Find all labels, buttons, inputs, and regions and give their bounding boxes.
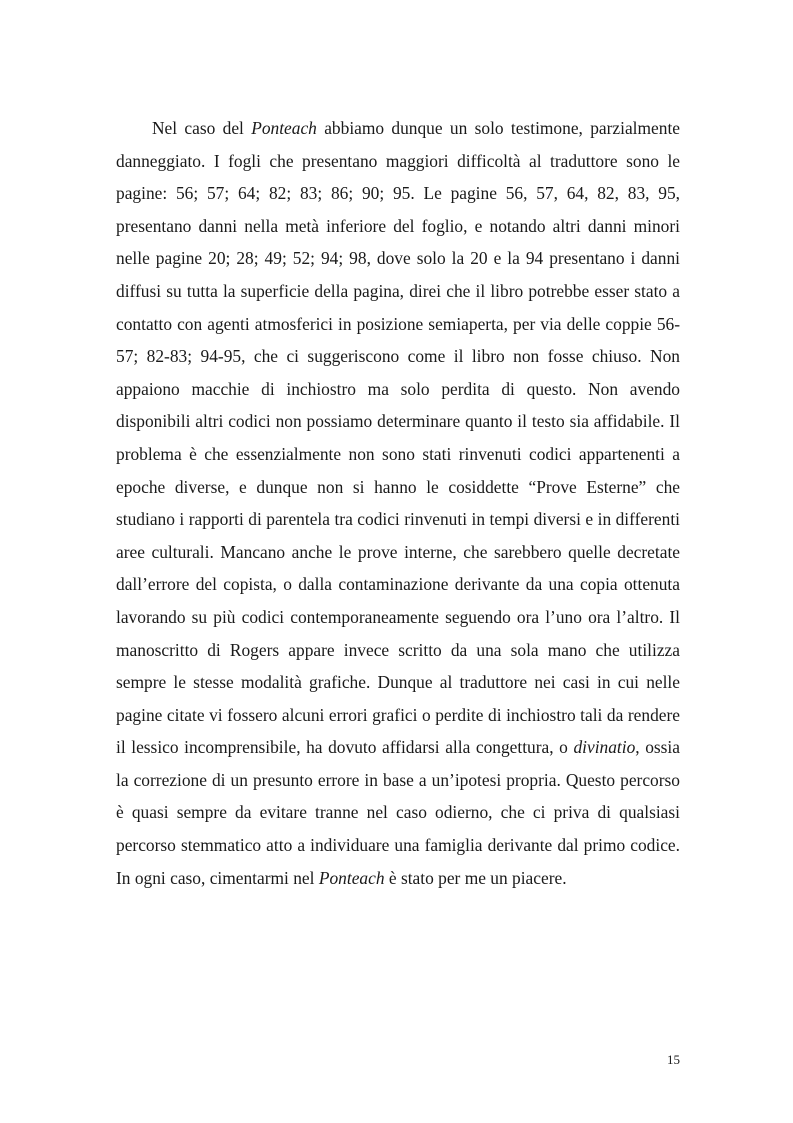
page-number: 15 — [667, 1052, 680, 1067]
title-ponteach-1: Ponteach — [251, 118, 317, 138]
body-paragraph — [116, 112, 680, 894]
term-divinatio: divinatio — [573, 737, 636, 758]
title-ponteach-2: Ponteach — [318, 867, 385, 888]
paragraph-text-4: è stato per me un piacere. — [384, 867, 567, 888]
paragraph-text-2: abbiamo dunque un solo testimone, parzialmente danneggiato. I fogli che presentano maggiori difficoltà al traduttore sono le pagine: 56; 57; 64; 82; 83; 86; 90; 95. Le pagine 56, 57, 64, 82, 83, 95, presentano danni nella metà inferiore del foglio, e notando altri danni minori nelle pagine 20; 28; 49; 52; 94; 98, dove solo la 20 e la 94 presentano i danni diffusi su tutta la superficie della pagina, direi che il libro potrebbe esser stato a contatto con agenti atmosferici in posizione semiaperta, per via delle coppie 56-57; 82-83; 94-95, che ci suggeriscono come il libro non fosse chiuso. Non appaiono macchie di inchiostro ma solo perdita di questo. Non avendo disponibili altri codici non possiamo determinare quanto il testo sia affidabile. Il problema è che essenzialmente non sono stati rinvenuti codici appartenenti a epoche diverse, e dunque non si hanno le cosiddette “Prove Esterne” che studiano i rapporti di parentela tra codici rinvenuti in tempi diversi e in differenti aree culturali. Mancano anche le prove interne, che sarebbero quelle decretate dall’errore del copista, o dalla contaminazione derivante da una copia ottenuta lavorando su più codici contemporaneamente seguendo ora l’uno ora l’altro. Il manoscritto di Rogers appare invece scritto da una sola mano che utilizza sempre le stesse modalità grafiche. Dunque al traduttore nei casi in cui nelle pagine citate vi fossero alcuni errori grafici o perdite di inchiostro tali da rendere il lessico incomprensibile, ha dovuto affidarsi alla congettura, o — [116, 118, 680, 758]
paragraph-text-3: , ossia la correzione di un presunto errore in base a un’ipotesi propria. Questo percorso è quasi sempre da evitare tranne nel caso odierno, che ci priva di qualsiasi percorso stemmatico atto a individuare una famiglia derivante dal primo codice. In ogni caso, cimentarmi nel — [116, 737, 680, 888]
paragraph-text-1: Nel caso del — [152, 118, 252, 138]
